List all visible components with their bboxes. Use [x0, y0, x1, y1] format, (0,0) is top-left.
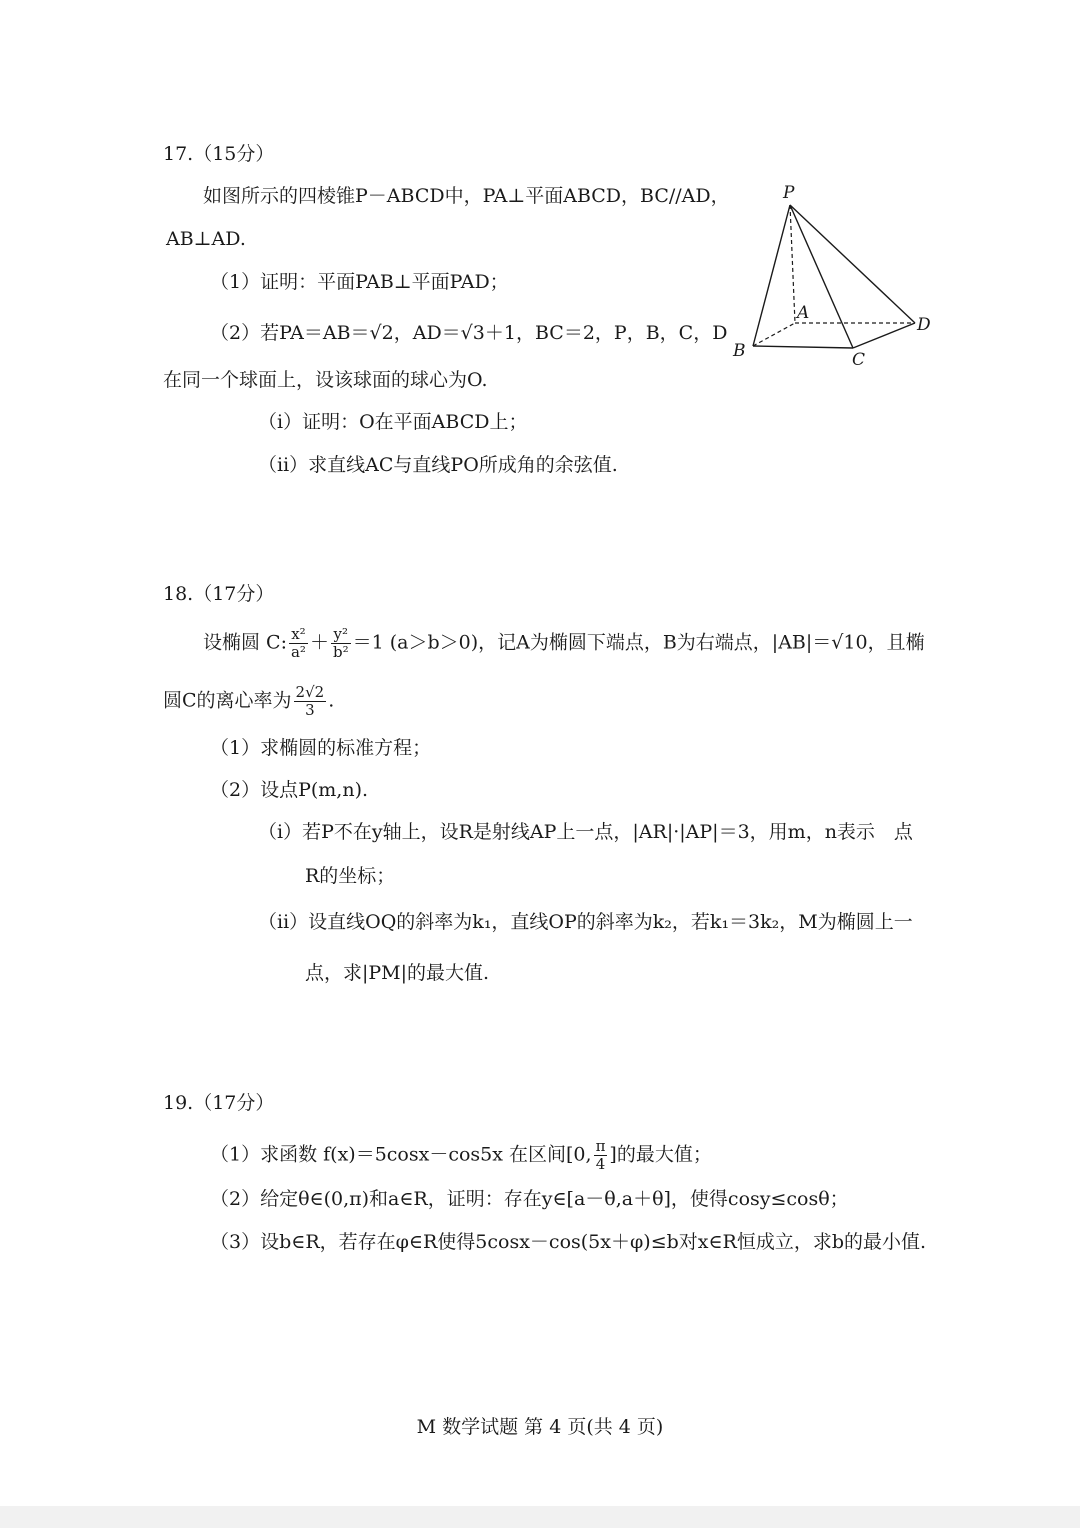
numerator-x2: x²	[289, 626, 308, 644]
q19-part2: （2）给定θ∈(0,π)和a∈R，证明：存在y∈[a－θ,a＋θ]，使得cosy≤cosθ；	[210, 1188, 849, 1210]
q19-part1-start: （1）求函数 f(x)＝5cosx－cos5x 在区间[0,	[210, 1143, 592, 1166]
label-a: A	[797, 303, 810, 323]
q18-line1-end: ＝1 (a＞b＞0)，记A为椭圆下端点，B为右端点，|AB|＝√10，且椭	[352, 631, 925, 654]
fraction-pi-over-4	[594, 1138, 608, 1173]
q18-subpart-i: （ⅰ）若P不在y轴上，设R是射线AP上一点，|AR|·|AP|＝3，用m，n表示 点	[258, 821, 913, 843]
q19-part1-end: ]的最大值；	[609, 1143, 712, 1166]
q18-part1: （1）求椭圆的标准方程；	[210, 737, 432, 759]
q18-subpart-ii-cont: 点，求|PM|的最大值.	[305, 962, 490, 984]
denominator-b2: b²	[332, 643, 349, 661]
label-b: B	[733, 341, 746, 361]
q19-header: 19.（17分）	[163, 1092, 275, 1114]
q19-part3: （3）设b∈R，若存在φ∈R使得5cosx－cos(5x＋φ)≤b对x∈R恒成立，求b的最小值.	[210, 1231, 927, 1253]
q17-header: 17.（15分）	[163, 143, 275, 165]
q18-line1: 设椭圆 C: $\frac{\text{x²}}{\text{a²}}$ ＋ $\frac{\text{y²}}{\text{b²}}$ ＝1 (a＞b＞0)，记A为椭圆下端点，B为右端点，|AB|＝√10，且椭	[203, 625, 925, 661]
ecc-numerator: 2√2	[295, 683, 325, 701]
label-d: D	[917, 315, 931, 335]
page-footer: M 数学试题 第 4 页(共 4 页)	[416, 1416, 664, 1438]
q18-subpart-ii: （ⅱ）设直线OQ的斜率为k₁，直线OP的斜率为k₂，若k₁＝3k₂，M为椭圆上一	[258, 911, 913, 933]
q18-line1-start: 设椭圆 C:	[203, 631, 287, 654]
edge-pb	[753, 205, 790, 346]
edge-pa	[790, 205, 795, 323]
q19-part1	[210, 1138, 712, 1173]
q18-header: 18.（17分）	[163, 583, 275, 605]
pi-denominator: 4	[595, 1155, 606, 1173]
q17-subpart-i: （ⅰ）证明：O在平面ABCD上；	[258, 411, 528, 433]
pyramid-figure	[725, 178, 940, 373]
edge-bc	[753, 346, 853, 348]
q18-line2-start: 圆C的离心率为	[163, 689, 292, 712]
q17-subpart-ii: （ⅱ）求直线AC与直线PO所成角的余弦值.	[258, 454, 618, 476]
q18-line2	[163, 684, 334, 719]
label-c: C	[852, 350, 866, 370]
ecc-denominator: 3	[305, 701, 315, 719]
bottom-strip	[0, 1506, 1080, 1528]
edge-cd	[853, 323, 915, 348]
fraction-eccentricity	[294, 684, 327, 719]
q18-subpart-i-cont: R的坐标；	[305, 865, 396, 887]
fraction-x2-a2	[289, 626, 308, 661]
q17-part2: （2）若PA＝AB＝√2，AD＝√3＋1，BC＝2，P，B，C，D	[210, 322, 728, 344]
denominator-a2: a²	[290, 643, 306, 661]
edge-pc	[790, 205, 853, 348]
q17-part2-cont: 在同一个球面上，设该球面的球心为O.	[163, 369, 488, 391]
q17-part1: （1）证明：平面PAB⊥平面PAD；	[210, 271, 509, 293]
q17-line2: AB⊥AD.	[166, 228, 246, 250]
numerator-y2: y²	[331, 626, 351, 644]
edge-ab	[753, 323, 795, 346]
fraction-y2-b2	[331, 626, 351, 661]
q18-line2-end: .	[328, 689, 335, 712]
q18-part2: （2）设点P(m,n).	[210, 779, 369, 801]
q17-line1: 如图所示的四棱锥P－ABCD中，PA⊥平面ABCD，BC//AD，	[203, 185, 730, 207]
label-p: P	[783, 183, 795, 203]
pi-numerator: π	[595, 1137, 606, 1155]
